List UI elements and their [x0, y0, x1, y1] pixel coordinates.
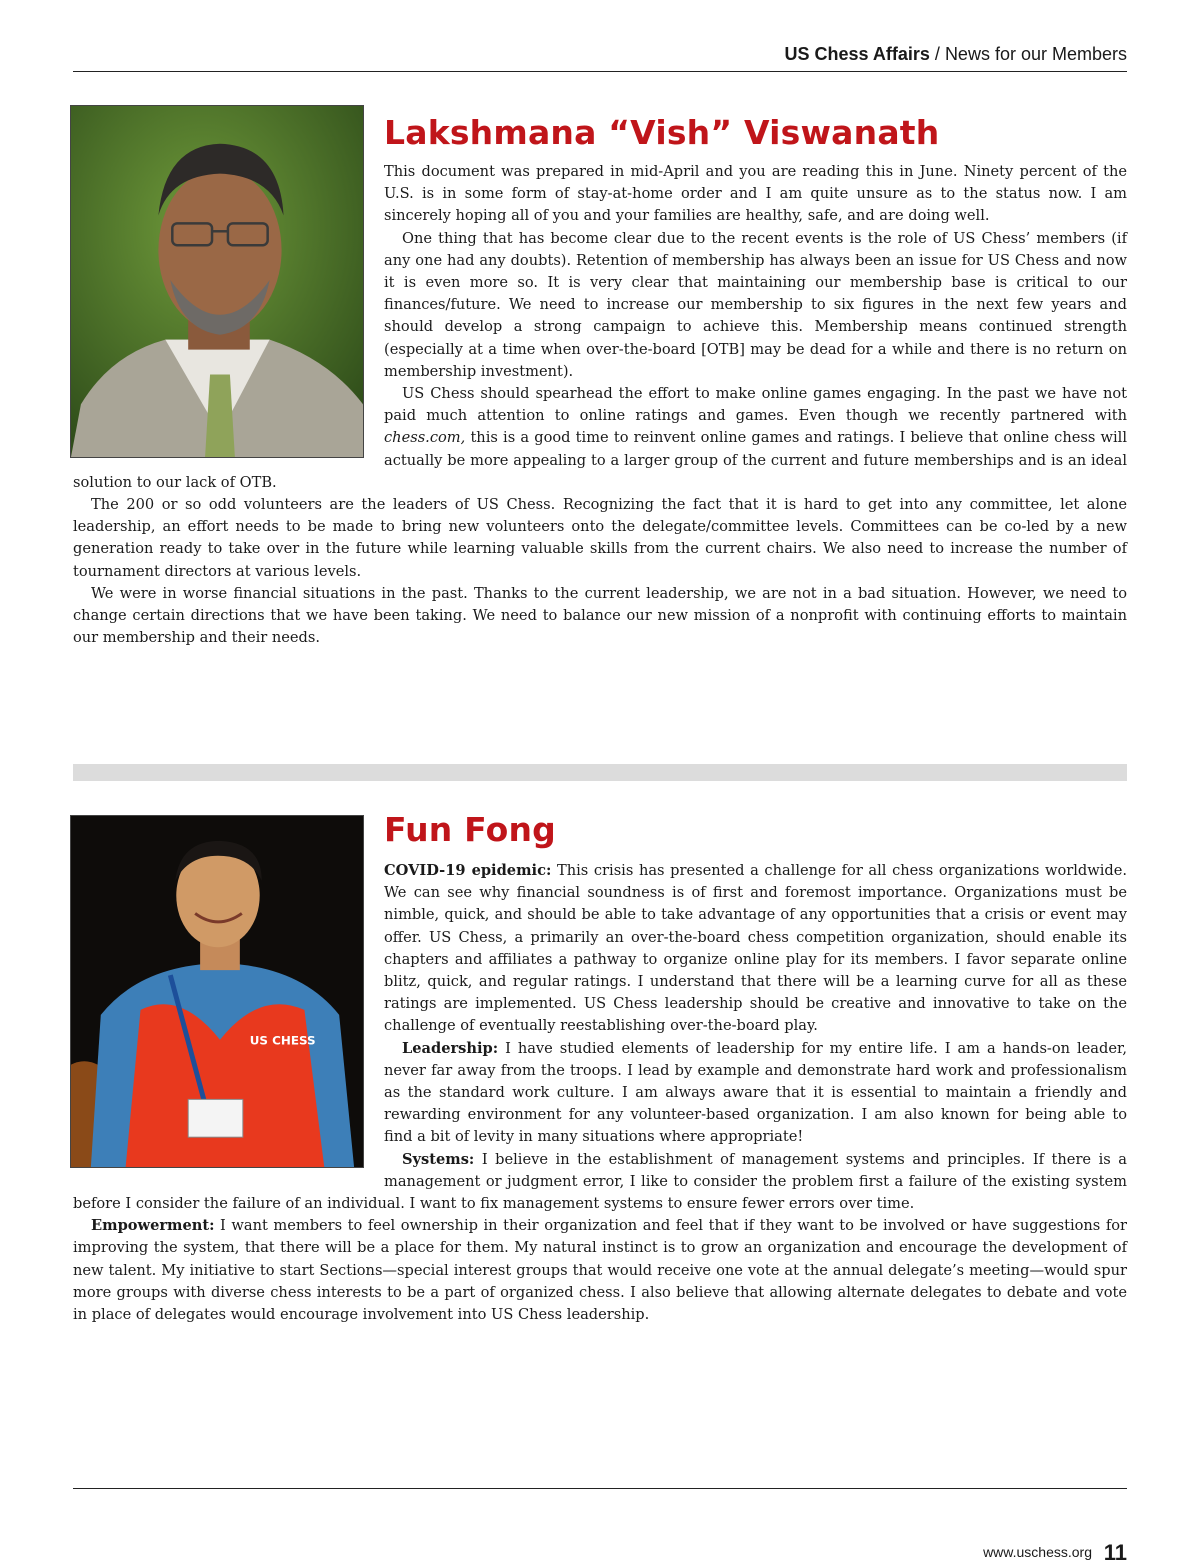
section-heading: COVID-19 epidemic: — [384, 862, 552, 879]
header-subtitle: News for our Members — [944, 44, 1127, 64]
paragraph: The 200 or so odd volunteers are the leaders of US Chess. Recognizing the fact that it is hard to get into any committee, let alone leadership, an effort needs to be made to bring new volunteers onto the delegate/committee levels. Committees can be co-led by a new generation ready to take over in the future while learning valuable skills from the current chairs. We also need to increase the number of tournament directors at various levels. — [73, 496, 1127, 580]
paragraph: Leadership: I have studied elements of leadership for my entire life. I am a hands-on leader, never far away from the troops. I lead by example and demonstrate hard work and professionalism as the standard work culture. I am always aware that it is essential to maintain a friendly and rewarding environment for any volunteer-based organization. I am also known for being able to find a bit of levity in many situations where appropriate! — [384, 1039, 1127, 1146]
article-body-fong — [73, 860, 1127, 1326]
paragraph: COVID-19 epidemic: This crisis has presented a challenge for all chess organizations worldwide. We can see why financial soundness is of first and foremost importance. Organizations must be nimble, quick, and should be able to take advantage of any opportunities that a crisis or event may offer. US Chess, a primarily an over-the-board chess competition organization, should enable its chapters and affiliates a pathway to organize online play for its members. I favor separate online blitz, quick, and regular ratings. I understand that there will be a learning curve for all as these ratings are implemented. US Chess leadership should be creative and innovative to take on the challenge of eventually reestablishing over-the-board play. — [384, 862, 1127, 1035]
section-divider — [73, 764, 1127, 781]
paragraph: Empowerment: I want members to feel ownership in their organization and feel that if they want to be involved or have suggestions for improving the system, that there will be a place for them. My natural instinct is to grow an organization and encourage the development of new talent. My initiative to start Sections—special interest groups that would receive one vote at the annual delegate’s meeting—would spur more groups with diverse chess interests to be a part of organized chess. I also believe that allowing alternate delegates to debate and vote in place of delegates would encourage involvement into US Chess leadership. — [73, 1217, 1127, 1324]
section-heading: Empowerment: — [91, 1217, 215, 1235]
footer-url: www.uschess.org — [983, 1544, 1092, 1560]
paragraph: One thing that has become clear due to the recent events is the role of US Chess’ members (if any one had any doubts). Retention of membership has always been an issue for US Chess and now it is even more so. It is very clear that maintaining our membership base is critical to our finances/future. We need to increase our membership to six figures in the next few years and should develop a strong campaign to achieve this. Membership means continued strength (especially at a time when over-the-board [OTB] may be dead for a while and there is no return on membership investment). — [384, 229, 1127, 380]
paragraph: We were in worse financial situations in the past. Thanks to the current leadership, we are not in a bad situation. However, we need to change certain directions that we have been taking. We need to balance our new mission of a nonprofit with continuing efforts to maintain our membership and their needs. — [73, 584, 1127, 647]
header-separator: / — [929, 44, 945, 64]
chess-com-link-text: chess.com, — [384, 429, 466, 447]
paragraph: This document was prepared in mid-April and you are reading this in June. Ninety percent of the U.S. is in some form of stay-at-home order and I am quite unsure as to the status now. I am sincerely hoping all of you and your families are healthy, safe, and are doing well. — [384, 163, 1127, 225]
section-heading: Systems: — [402, 1150, 475, 1168]
article-body-viswanath — [73, 161, 1127, 649]
author-name-fong: Fun Fong — [384, 810, 556, 849]
running-header — [785, 44, 1127, 65]
page-number: 11 — [1103, 1540, 1127, 1565]
header-section: US Chess Affairs — [784, 44, 930, 64]
paragraph: US Chess should spearhead the effort to make online games engaging. In the past we have not paid much attention to online ratings and games. Even though we recently partnered with chess.com, this is a good time to reinvent online games and ratings. I believe that online chess will actually be more appealing to a larger group of the current and future memberships and is an ideal solution to our lack of OTB. — [73, 385, 1127, 491]
section-heading: Leadership: — [402, 1039, 499, 1057]
footer-rule — [73, 1488, 1127, 1489]
vest-logo-text: US CHESS — [249, 1033, 316, 1048]
paragraph: Systems: I believe in the establishment of management systems and principles. If there is a management or judgment error, I like to consider the problem first a failure of the existing system before I consider the failure of an individual. I want to fix management systems to ensure fewer errors over time. — [73, 1150, 1127, 1213]
author-name-viswanath: Lakshmana “Vish” Viswanath — [384, 113, 940, 152]
header-rule — [73, 71, 1127, 72]
